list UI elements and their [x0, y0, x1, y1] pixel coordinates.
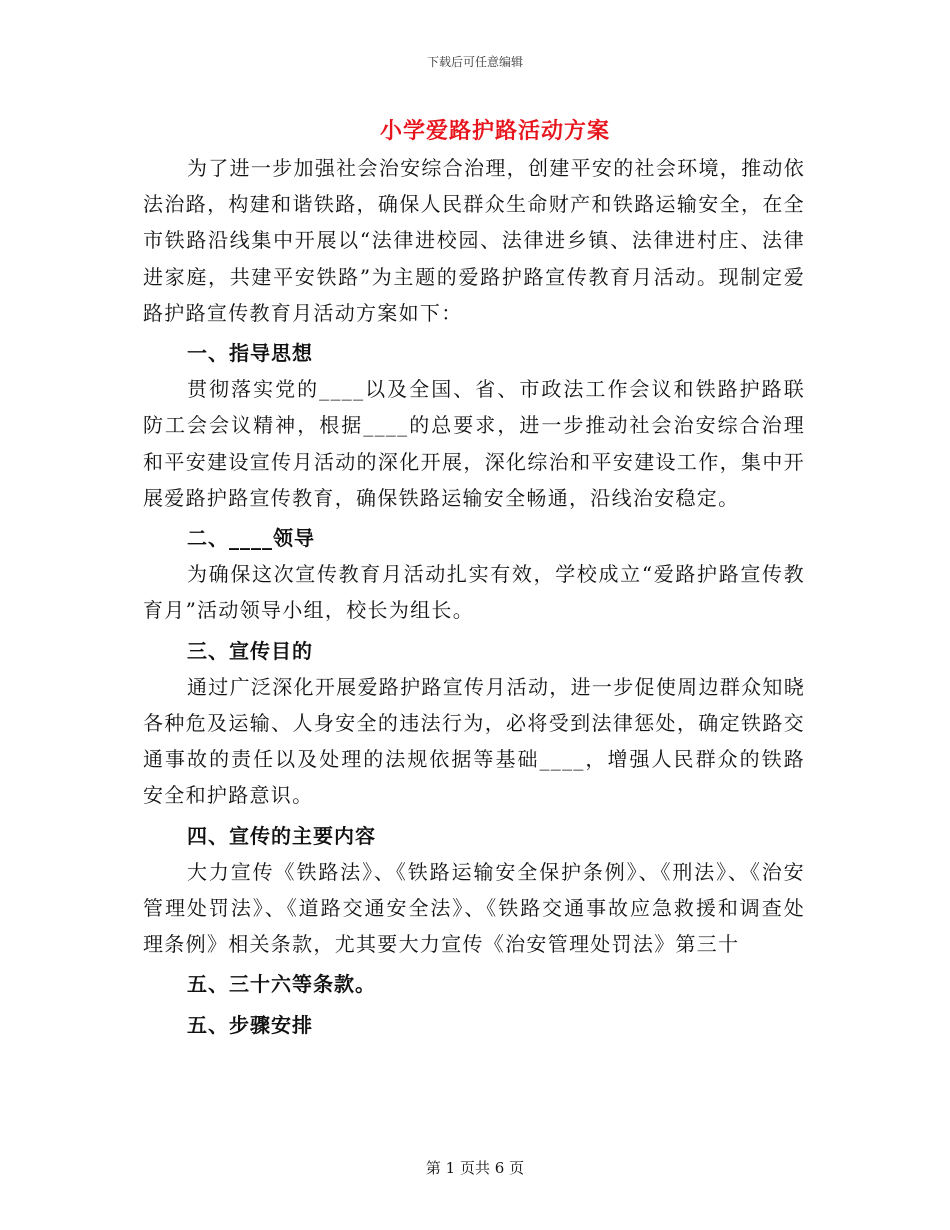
section-body-guiding-ideology: 贯彻落实党的____以及全国、省、市政法工作会议和铁路护路联防工会会议精神，根据____的总要求，进一步推动社会治安综合治理和平安建设宣传月活动的深化开展，深化综治和平安建设工作，集中开展爱路护路宣传教育，确保铁路运输安全畅通，沿线治安稳定。 [143, 377, 805, 510]
section-heading-main-content: 四、宣传的主要内容 [187, 823, 376, 848]
section-heading-leadership: 二、____领导 [187, 526, 315, 551]
page-header-note: 下载后可任意编辑 [426, 55, 523, 69]
section-body-main-content: 大力宣传《铁路法》、《铁路运输安全保护条例》、《刑法》、《治安管理处罚法》、《道路交通安全法》、《铁路交通事故应急救援和调查处理条例》相关条款，尤其要大力宣传《治安管理处罚法》第三十 [143, 859, 805, 957]
document-title: 小学爱路护路活动方案 [379, 118, 610, 144]
intro-paragraph: 为了进一步加强社会治安综合治理，创建平安的社会环境，推动依法治路，构建和谐铁路，确保人民群众生命财产和铁路运输安全，在全市铁路沿线集中开展以“法律进校园、法律进乡镇、法律进村庄、法律进家庭，共建平安铁路”为主题的爱路护路宣传教育月活动。现制定爱路护路宣传教育月活动方案如下： [143, 156, 805, 325]
page-number-footer: 第 1 页共 6 页 [425, 1159, 525, 1177]
section-heading-guiding-ideology: 一、指导思想 [187, 341, 313, 366]
document-body [143, 150, 805, 1043]
section-heading-steps: 五、步骤安排 [187, 1012, 313, 1037]
section-heading-purpose: 三、宣传目的 [187, 638, 313, 663]
section-body-purpose: 通过广泛深化开展爱路护路宣传月活动，进一步促使周边群众知晓各种危及运输、人身安全的违法行为，必将受到法律惩处，确定铁路交通事故的责任以及处理的法规依据等基础____，增强人民群众的铁路安全和护路意识。 [143, 674, 805, 808]
section-body-leadership: 为确保这次宣传教育月活动扎实有效，学校成立“爱路护路宣传教育月”活动领导小组，校长为组长。 [143, 562, 805, 623]
section-heading-articles: 五、三十六等条款。 [187, 972, 376, 997]
